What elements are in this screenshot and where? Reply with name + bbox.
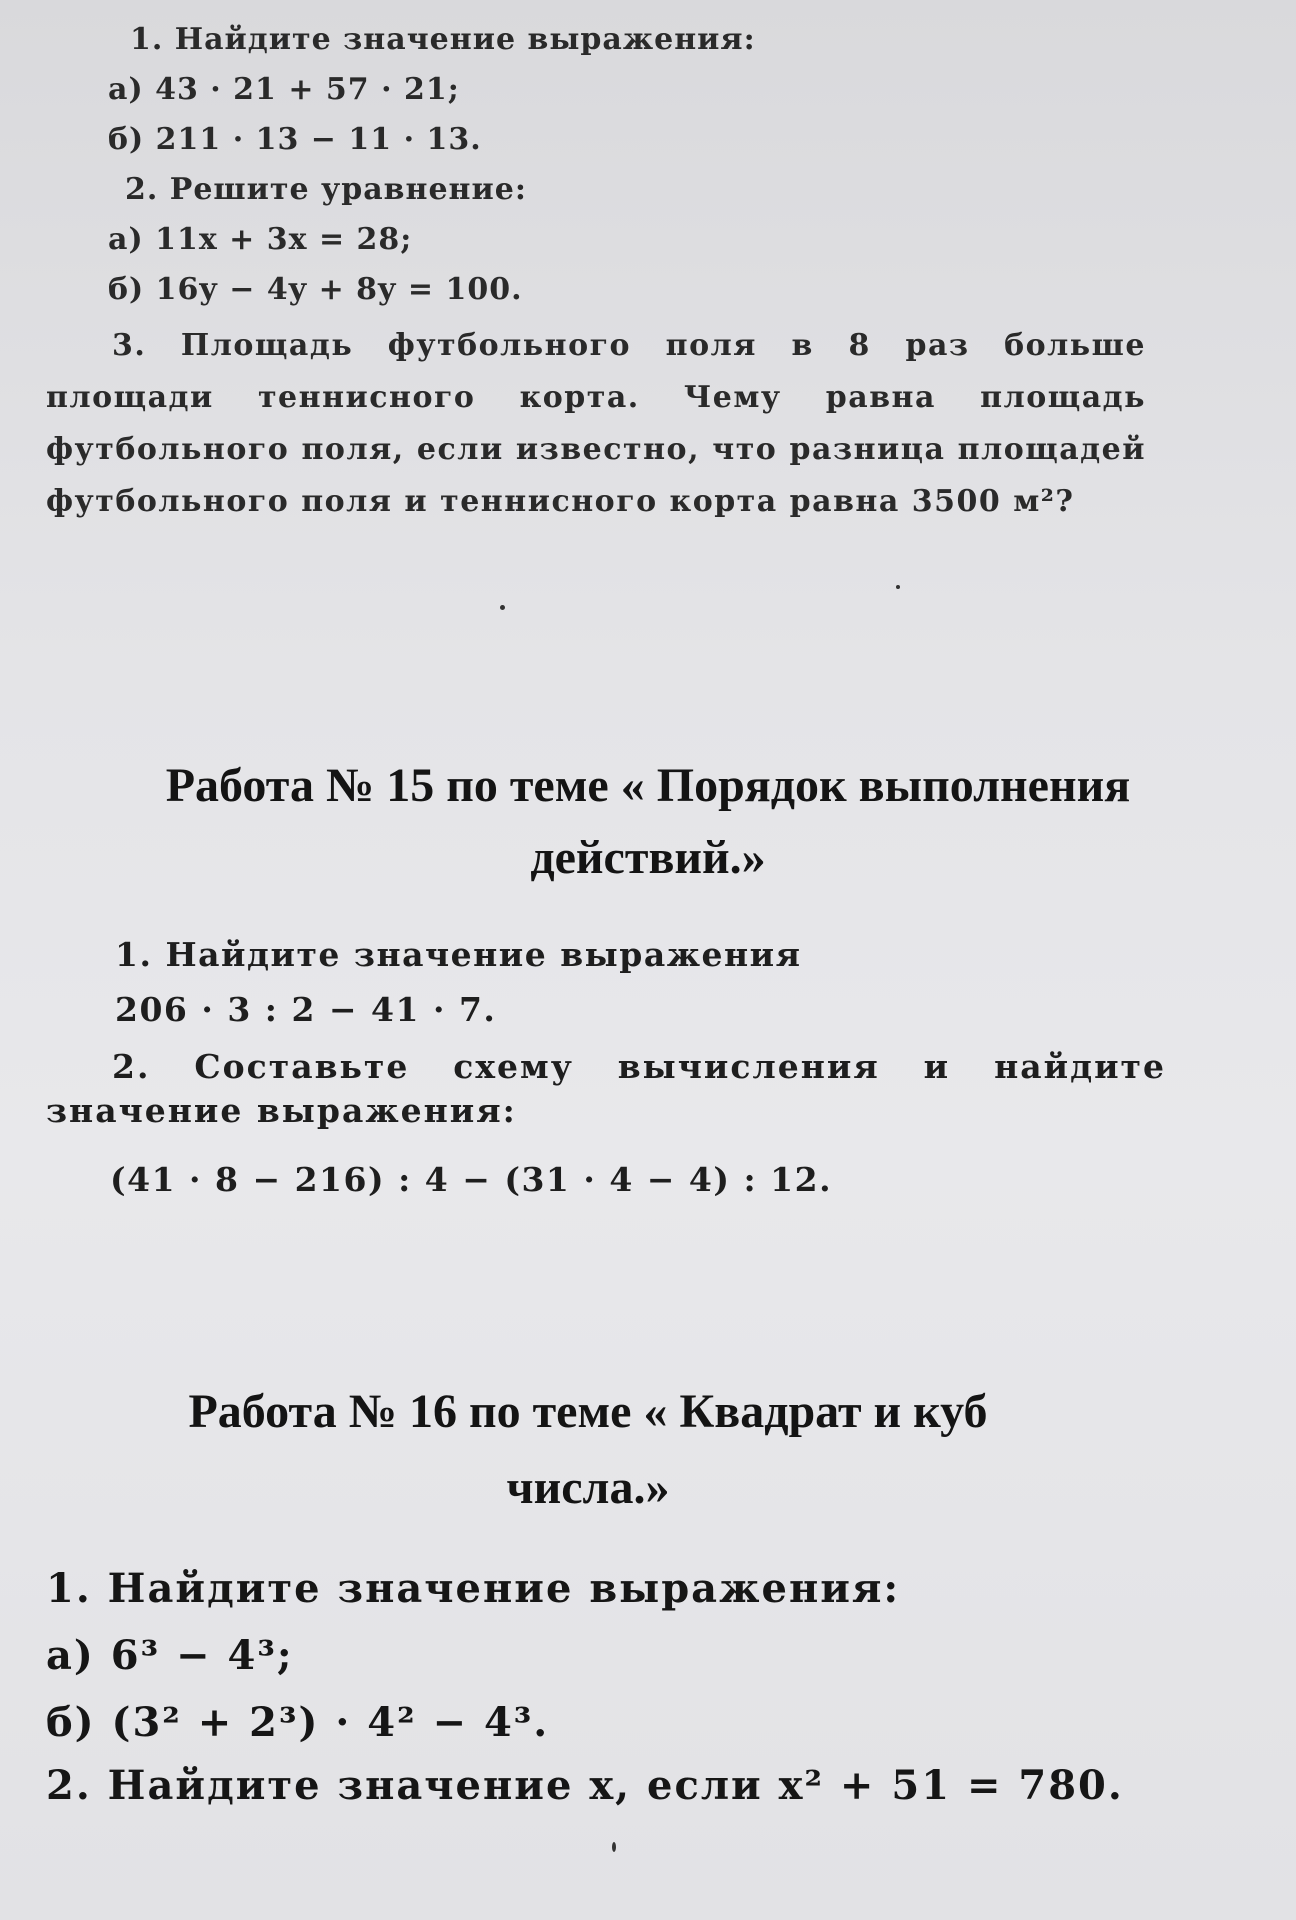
- work16-title-line2: числа.»: [506, 1461, 670, 1514]
- work16-title-line1: Работа № 16 по теме « Квадрат и куб: [188, 1385, 988, 1438]
- work15-title-line2: действий.»: [530, 831, 766, 884]
- work16-task1-item-a: а) 6³ − 4³;: [46, 1632, 294, 1679]
- work16-task2-text: 2. Найдите значение x, если x² + 51 = 780.: [46, 1762, 1124, 1809]
- task2-item-a: а) 11x + 3x = 28;: [108, 222, 413, 257]
- task2-item-b: б) 16y − 4y + 8y = 100.: [108, 272, 523, 307]
- work15-title-line1: Работа № 15 по теме « Порядок выполнения: [165, 759, 1131, 812]
- task1-item-b: б) 211 · 13 − 11 · 13.: [108, 122, 482, 157]
- work15-task1-heading: 1. Найдите значение выражения: [115, 935, 802, 974]
- work15-task2-paragraph: 2. Составьте схему вычисления и найдите значение выражения:: [46, 1047, 1166, 1130]
- paper-speck: [500, 605, 505, 610]
- work16-task1-item-b: б) (3² + 2³) · 4² − 4³.: [46, 1699, 550, 1746]
- task2-heading: 2. Решите уравнение:: [125, 172, 527, 207]
- work15-task1-expression: 206 · 3 : 2 − 41 · 7.: [115, 990, 497, 1029]
- paper-speck: [896, 585, 900, 589]
- task3-paragraph: 3. Площадь футбольного поля в 8 раз больше площади теннисного корта. Чему равна площадь футбольного поля, если известно, что разница площадей футбольного поля и теннисного корта равна 3500 м²?: [46, 328, 1146, 519]
- work15-task2-expression: (41 · 8 − 216) : 4 − (31 · 4 − 4) : 12.: [110, 1160, 833, 1199]
- paper-speck: [612, 1842, 616, 1852]
- task1-item-a: а) 43 · 21 + 57 · 21;: [108, 72, 460, 107]
- task1-heading: 1. Найдите значение выражения:: [130, 22, 756, 57]
- work16-task1-heading: 1. Найдите значение выражения:: [46, 1565, 901, 1612]
